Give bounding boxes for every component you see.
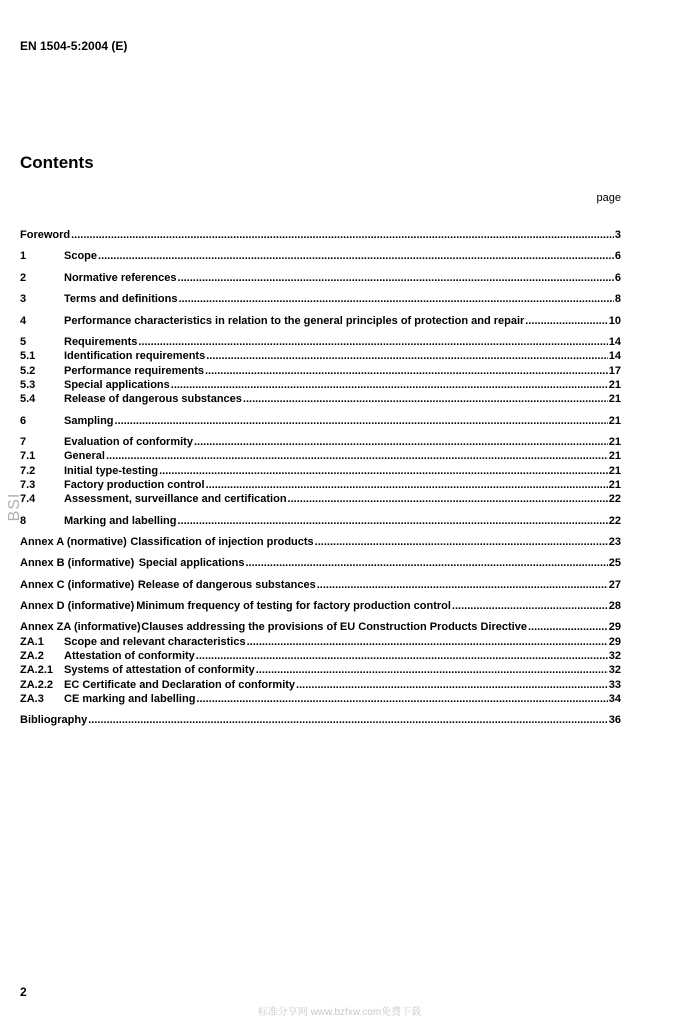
toc-section-number: 5.3 bbox=[20, 378, 36, 391]
toc-leader bbox=[256, 663, 608, 677]
toc-page-number: 32 bbox=[608, 664, 621, 677]
toc-entry-title: Attestation of conformity bbox=[64, 650, 195, 663]
toc-section-number: 5.1 bbox=[20, 350, 36, 363]
toc-entry-title: Systems of attestation of conformity bbox=[64, 664, 255, 677]
toc-page-number: 10 bbox=[608, 314, 621, 327]
toc-entry-annex-a[interactable] bbox=[20, 535, 621, 549]
toc-page-number: 8 bbox=[614, 293, 621, 306]
toc-entry-title: Evaluation of conformity bbox=[64, 435, 193, 448]
toc-section-number: 7.2 bbox=[20, 464, 36, 477]
toc-entry-title: Terms and definitions bbox=[64, 293, 178, 306]
toc-entry-3[interactable] bbox=[20, 292, 621, 306]
toc-entry-5-1[interactable] bbox=[20, 349, 621, 363]
toc-leader bbox=[159, 464, 608, 478]
toc-page-number: 21 bbox=[608, 478, 621, 491]
toc-page-number: 34 bbox=[608, 692, 621, 705]
toc-section-number: 5.2 bbox=[20, 364, 36, 377]
toc-page-number: 29 bbox=[608, 621, 621, 634]
toc-annex-label: Annex D (informative) bbox=[20, 600, 135, 613]
toc-page-number: 25 bbox=[608, 557, 621, 570]
toc-section-number: ZA.2 bbox=[20, 650, 44, 663]
toc-page-number: 27 bbox=[608, 578, 621, 591]
toc-entry-annex-b[interactable] bbox=[20, 556, 621, 570]
toc-leader bbox=[194, 435, 608, 449]
toc-leader bbox=[243, 392, 608, 406]
toc-entry-bibliography[interactable] bbox=[20, 713, 621, 727]
page-column-label: page bbox=[596, 192, 621, 204]
toc-leader bbox=[247, 635, 608, 649]
watermark-text: 标准分享网 www.bzfxw.com免费下载 bbox=[257, 1007, 422, 1018]
toc-entry-title: Special applications bbox=[138, 557, 245, 570]
toc-leader bbox=[452, 599, 608, 613]
toc-page-number: 32 bbox=[608, 650, 621, 663]
toc-entry-foreword[interactable] bbox=[20, 228, 621, 242]
toc-leader bbox=[177, 514, 607, 528]
toc-entry-title: Normative references bbox=[64, 271, 177, 284]
toc-leader bbox=[205, 364, 608, 378]
toc-leader bbox=[106, 449, 608, 463]
toc-leader bbox=[115, 414, 608, 428]
toc-annex-label: Annex C (informative) bbox=[20, 578, 135, 591]
toc-entry-za-2-2[interactable] bbox=[20, 678, 621, 692]
toc-page-number: 3 bbox=[614, 229, 621, 241]
toc-leader bbox=[178, 271, 614, 285]
toc-section-number: 3 bbox=[20, 293, 27, 306]
toc-section-number: ZA.2.1 bbox=[20, 664, 54, 677]
toc-annex-label: Annex ZA (informative) bbox=[20, 621, 141, 634]
toc-page-number: 21 bbox=[608, 464, 621, 477]
toc-entry-5-4[interactable] bbox=[20, 392, 621, 406]
toc-entry-za-2[interactable] bbox=[20, 649, 621, 663]
toc-entry-title: Release of dangerous substances bbox=[137, 578, 316, 591]
toc-section-number: 1 bbox=[20, 250, 27, 263]
toc-leader bbox=[196, 692, 607, 706]
toc-page-number: 22 bbox=[608, 514, 621, 527]
toc-entry-annex-za[interactable] bbox=[20, 620, 621, 634]
toc-leader bbox=[98, 249, 614, 263]
toc-entry-title: Factory production control bbox=[64, 478, 205, 491]
toc-leader bbox=[138, 335, 607, 349]
toc-page-number: 21 bbox=[608, 378, 621, 391]
toc-entry-title: Special applications bbox=[64, 378, 170, 391]
toc-entry-8[interactable] bbox=[20, 514, 621, 528]
toc-leader bbox=[288, 492, 608, 506]
toc-page-number: 6 bbox=[614, 271, 621, 284]
toc-leader bbox=[528, 620, 608, 634]
toc-entry-title: Classification of injection products bbox=[130, 535, 314, 548]
toc-entry-title: Marking and labelling bbox=[64, 514, 177, 527]
toc-entry-2[interactable] bbox=[20, 271, 621, 285]
toc-leader bbox=[88, 713, 608, 727]
toc-entry-title: Minimum frequency of testing for factory production control bbox=[136, 600, 451, 613]
toc-section-number: 5.4 bbox=[20, 393, 36, 406]
toc-entry-za-1[interactable] bbox=[20, 635, 621, 649]
toc-page-number: 29 bbox=[608, 635, 621, 648]
toc-entry-4[interactable] bbox=[20, 314, 621, 328]
toc-leader bbox=[245, 556, 607, 570]
toc-leader bbox=[196, 649, 608, 663]
toc-leader bbox=[178, 292, 613, 306]
toc-section-number: 7.1 bbox=[20, 450, 36, 463]
toc-leader bbox=[317, 578, 608, 592]
toc-entry-title: EC Certificate and Declaration of conformity bbox=[64, 678, 296, 691]
toc-entry-title: Identification requirements bbox=[64, 350, 206, 363]
toc-entry-label: Bibliography bbox=[20, 714, 88, 727]
toc-leader bbox=[206, 349, 608, 363]
toc-entry-5-3[interactable] bbox=[20, 378, 621, 392]
toc-entry-title: Performance requirements bbox=[64, 364, 204, 377]
toc-page-number: 22 bbox=[608, 493, 621, 506]
toc-entry-za-2-1[interactable] bbox=[20, 663, 621, 677]
toc-leader bbox=[296, 678, 608, 692]
toc-entry-title: Clauses addressing the provisions of EU Construction Products Directive bbox=[141, 621, 527, 634]
toc-entry-title: Performance characteristics in relation to the general principles of protection and repair bbox=[64, 314, 525, 327]
toc-section-number: 5 bbox=[20, 335, 27, 348]
toc-section-number: 7 bbox=[20, 435, 27, 448]
toc-annex-label: Annex A (normative) bbox=[20, 535, 127, 548]
toc-page-number: 14 bbox=[608, 335, 621, 348]
toc-page-number: 14 bbox=[608, 350, 621, 363]
toc-page-number: 36 bbox=[608, 714, 621, 727]
toc-entry-1[interactable] bbox=[20, 249, 621, 263]
toc-leader bbox=[525, 314, 607, 328]
toc-entry-7-1[interactable] bbox=[20, 449, 621, 463]
page-title: Contents bbox=[20, 153, 94, 172]
toc-entry-title: Initial type-testing bbox=[64, 464, 159, 477]
toc-entry-5[interactable] bbox=[20, 335, 621, 349]
toc-entry-title: CE marking and labelling bbox=[64, 692, 196, 705]
toc-entry-6[interactable] bbox=[20, 414, 621, 428]
toc-entry-label: Foreword bbox=[20, 229, 71, 241]
toc-section-number: 8 bbox=[20, 514, 27, 527]
toc-leader bbox=[71, 228, 614, 242]
toc-entry-title: Requirements bbox=[64, 335, 138, 348]
toc-page-number: 17 bbox=[608, 364, 621, 377]
toc-entry-title: General bbox=[64, 450, 105, 463]
toc-page-number: 23 bbox=[608, 535, 621, 548]
toc-entry-5-2[interactable] bbox=[20, 364, 621, 378]
page-number: 2 bbox=[20, 985, 27, 999]
toc-section-number: ZA.2.2 bbox=[20, 678, 54, 691]
toc-section-number: 4 bbox=[20, 314, 27, 327]
toc-entry-title: Sampling bbox=[64, 414, 114, 427]
toc-entry-7-4[interactable] bbox=[20, 492, 621, 506]
bsi-side-mark: BSI bbox=[6, 492, 23, 522]
toc-page-number: 28 bbox=[608, 600, 621, 613]
toc-leader bbox=[171, 378, 608, 392]
toc-section-number: 7.3 bbox=[20, 478, 36, 491]
toc-page-number: 21 bbox=[608, 414, 621, 427]
toc-entry-za-3[interactable] bbox=[20, 692, 621, 706]
toc-annex-label: Annex B (informative) bbox=[20, 557, 135, 570]
toc-section-number: ZA.1 bbox=[20, 635, 44, 648]
toc-leader bbox=[315, 535, 608, 549]
toc-page-number: 21 bbox=[608, 393, 621, 406]
toc-section-number: 7.4 bbox=[20, 493, 36, 506]
toc-section-number: ZA.3 bbox=[20, 692, 44, 705]
toc-entry-7[interactable] bbox=[20, 435, 621, 449]
toc-entry-7-3[interactable] bbox=[20, 478, 621, 492]
toc-page-number: 21 bbox=[608, 450, 621, 463]
toc-entry-title: Scope and relevant characteristics bbox=[64, 635, 246, 648]
toc-entry-annex-c[interactable] bbox=[20, 578, 621, 592]
toc-entry-title: Scope bbox=[64, 250, 98, 263]
toc-leader bbox=[206, 478, 608, 492]
document-header: EN 1504-5:2004 (E) bbox=[20, 39, 128, 53]
toc-page-number: 21 bbox=[608, 435, 621, 448]
toc-entry-7-2[interactable] bbox=[20, 464, 621, 478]
toc-section-number: 6 bbox=[20, 414, 27, 427]
toc-entry-title: Assessment, surveillance and certification bbox=[64, 493, 287, 506]
toc-page-number: 33 bbox=[608, 678, 621, 691]
table-of-contents bbox=[20, 228, 621, 728]
toc-entry-annex-d[interactable] bbox=[20, 599, 621, 613]
toc-entry-title: Release of dangerous substances bbox=[64, 393, 242, 406]
toc-section-number: 2 bbox=[20, 271, 27, 284]
toc-page-number: 6 bbox=[614, 250, 621, 263]
